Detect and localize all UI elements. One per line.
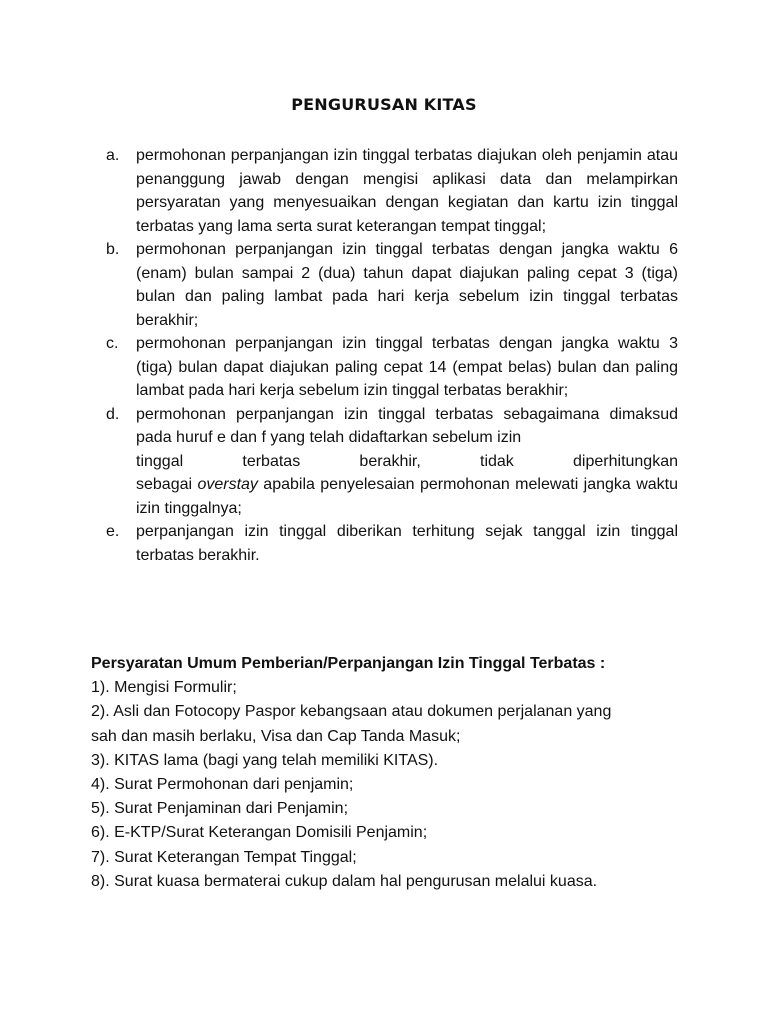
list-item-text-part1: permohonan perpanjangan izin tinggal terbatas sebagaimana dimaksud pada huruf e dan f yang telah didaftarkan sebelum izin (136, 405, 678, 446)
requirement-line: 5). Surat Penjaminan dari Penjamin; (91, 800, 349, 818)
requirements-heading: Persyaratan Umum Pemberian/Perpanjangan Izin Tinggal Terbatas : (91, 655, 606, 672)
list-item-text-part3-wrap (136, 473, 678, 520)
list-marker: c. (106, 335, 119, 352)
list-item-d (106, 403, 678, 521)
list-marker: e. (106, 523, 120, 540)
list-item-e (106, 520, 678, 567)
list-marker: b. (106, 241, 120, 258)
list-item-text-part4: apabila penyelesaian permohonan melewati jangka waktu izin tinggalnya; (136, 476, 679, 517)
list-item-text-part3: sebagai (136, 476, 193, 493)
requirement-line: 7). Surat Keterangan Tempat Tinggal; (91, 848, 357, 866)
list-item-text: perpanjangan izin tinggal diberikan terhitung sejak tanggal izin tinggal terbatas berakhir. (136, 523, 678, 564)
list-item-a (106, 144, 678, 238)
page-title: PENGURUSAN KITAS (291, 95, 477, 114)
list-item-text: permohonan perpanjangan izin tinggal terbatas diajukan oleh penjamin atau penanggung jawab dengan mengisi aplikasi data dan melampirkan persyaratan yang menyesuaikan dengan kegiatan dan kartu izin tinggal terbatas yang lama serta surat keterangan tempat tinggal; (136, 147, 678, 235)
list-item-b (106, 238, 678, 332)
requirement-line: sah dan masih berlaku, Visa dan Cap Tanda Masuk; (91, 727, 461, 745)
requirement-line: 2). Asli dan Fotocopy Paspor kebangsaan atau dokumen perjalanan yang (91, 703, 612, 721)
procedure-list (106, 144, 678, 567)
list-item-c (106, 332, 678, 403)
list-item-text: permohonan perpanjangan izin tinggal terbatas dengan jangka waktu 3 (tiga) bulan dapat diajukan paling cepat 14 (empat belas) bulan dan paling lambat pada hari kerja sebelum izin tinggal terbatas berakhir; (136, 335, 678, 399)
list-item-text: permohonan perpanjangan izin tinggal terbatas dengan jangka waktu 6 (enam) bulan sampai 2 (dua) tahun dapat diajukan paling cepat 3 (tiga) bulan dan paling lambat pada hari kerja sebelum izin tinggal terbatas berakhir; (136, 241, 678, 329)
list-marker: a. (106, 147, 120, 164)
requirements-section (91, 652, 691, 894)
list-item-text-part2: tinggal terbatas berakhir, tidak diperhitungkan (136, 452, 678, 470)
requirement-line: 6). E-KTP/Surat Keterangan Domisili Penjamin; (91, 824, 428, 842)
requirement-line: 1). Mengisi Formulir; (91, 679, 237, 697)
requirement-line: 8). Surat kuasa bermaterai cukup dalam hal pengurusan melalui kuasa. (91, 872, 598, 890)
requirement-line: 3). KITAS lama (bagi yang telah memiliki KITAS). (91, 751, 439, 769)
requirement-line: 4). Surat Permohonan dari penjamin; (91, 776, 354, 794)
overstay-term: overstay (197, 476, 258, 493)
list-marker: d. (106, 405, 120, 423)
